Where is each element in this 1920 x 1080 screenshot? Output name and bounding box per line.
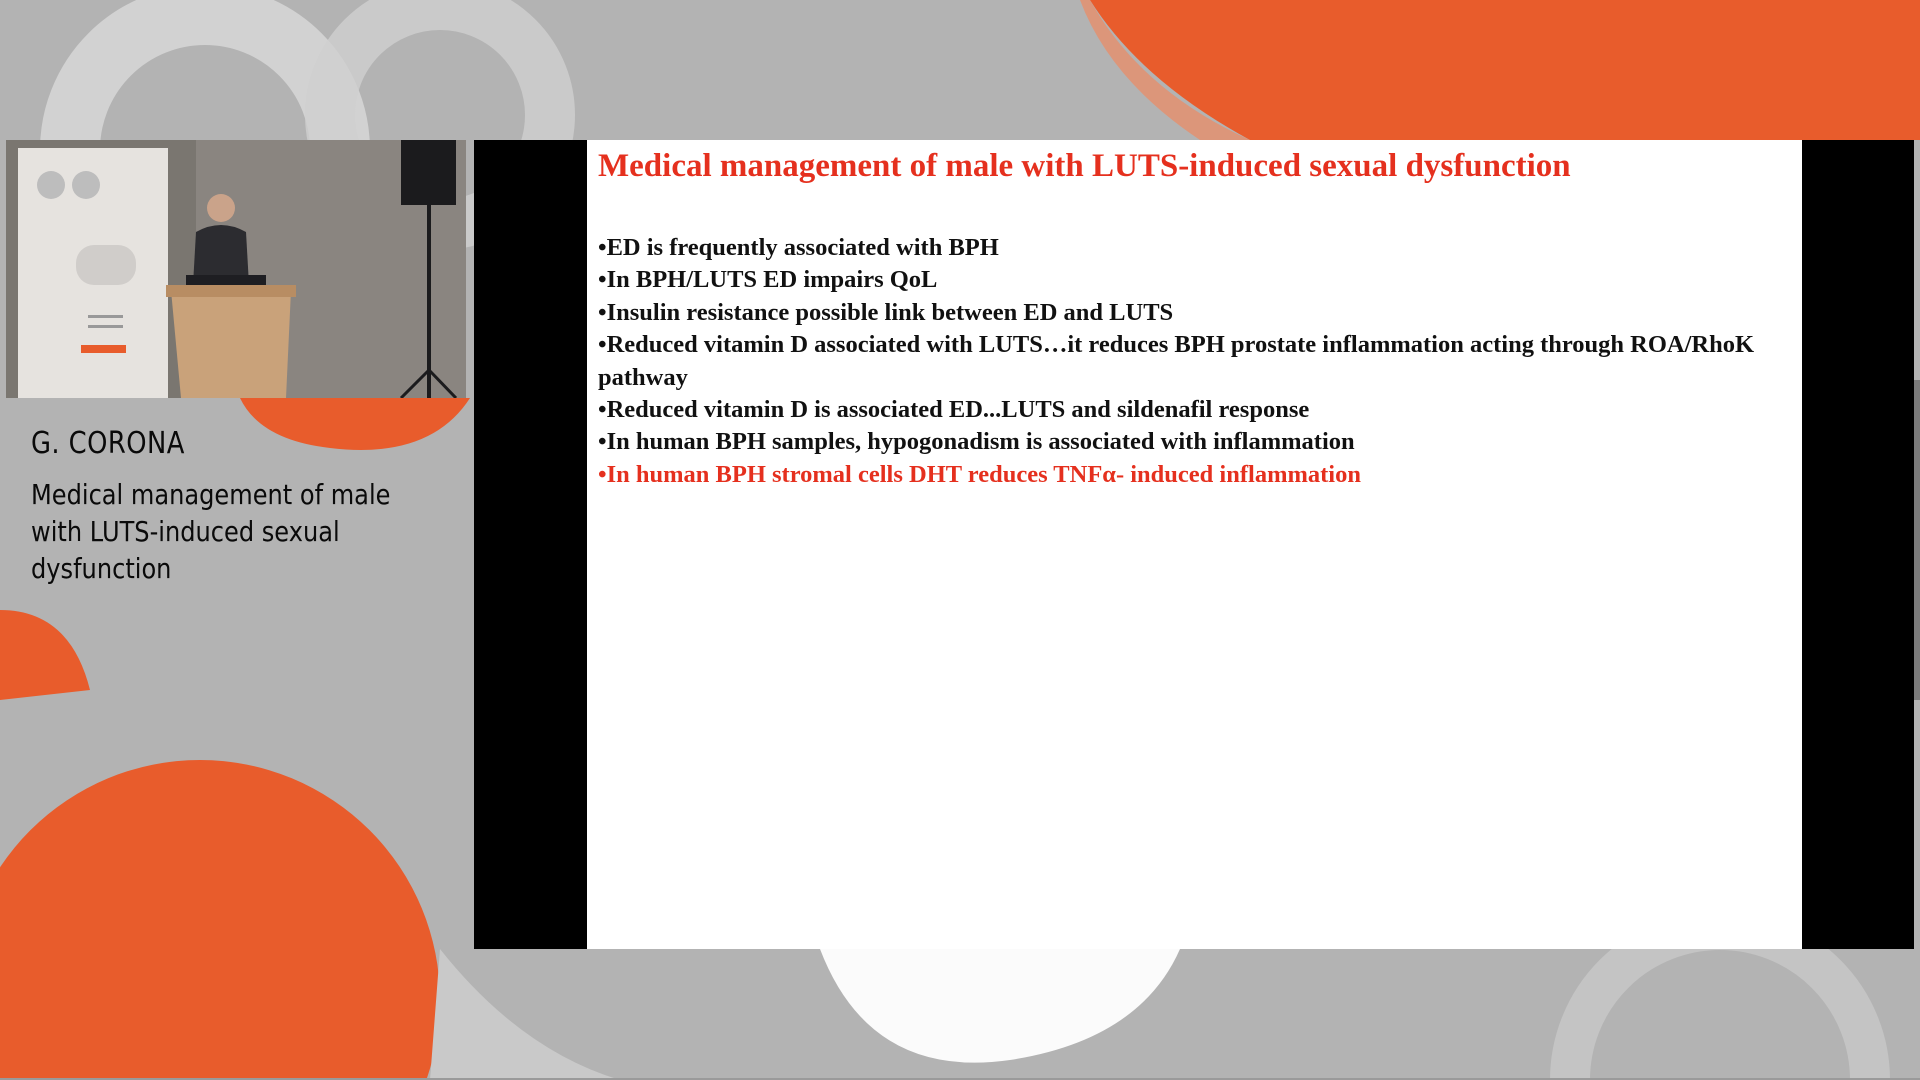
presentation-frame — [474, 140, 1914, 949]
speaker-video-feed — [6, 140, 466, 398]
presentation-slide — [587, 140, 1802, 949]
slide-bullet: •ED is frequently associated with BPH — [598, 234, 999, 261]
slide-bullet: •Reduced vitamin D associated with LUTS…it reduces BPH prostate inflammation acting through ROA/RhoK pathway — [598, 331, 1755, 391]
slide-bullet: •Insulin resistance possible link between ED and LUTS — [598, 298, 1174, 326]
slide-title: Medical management of male with LUTS-induced sexual dysfunction — [598, 148, 1571, 184]
slide-bullet: •Reduced vitamin D is associated ED...LUTS and sildenafil response — [598, 396, 1310, 424]
slide-bullet: •In BPH/LUTS ED impairs QoL — [598, 266, 938, 294]
slide-bullet: •In human BPH samples, hypogonadism is associated with inflammation — [598, 428, 1355, 456]
speaker-name: G. CORONA — [31, 426, 185, 461]
talk-title: Medical management of male with LUTS-induced sexual dysfunction — [31, 478, 391, 585]
slide-bullet-highlighted: •In human BPH stromal cells DHT reduces TNFα- induced inflammation — [598, 460, 1361, 488]
slide-bullet-list — [598, 232, 1788, 491]
